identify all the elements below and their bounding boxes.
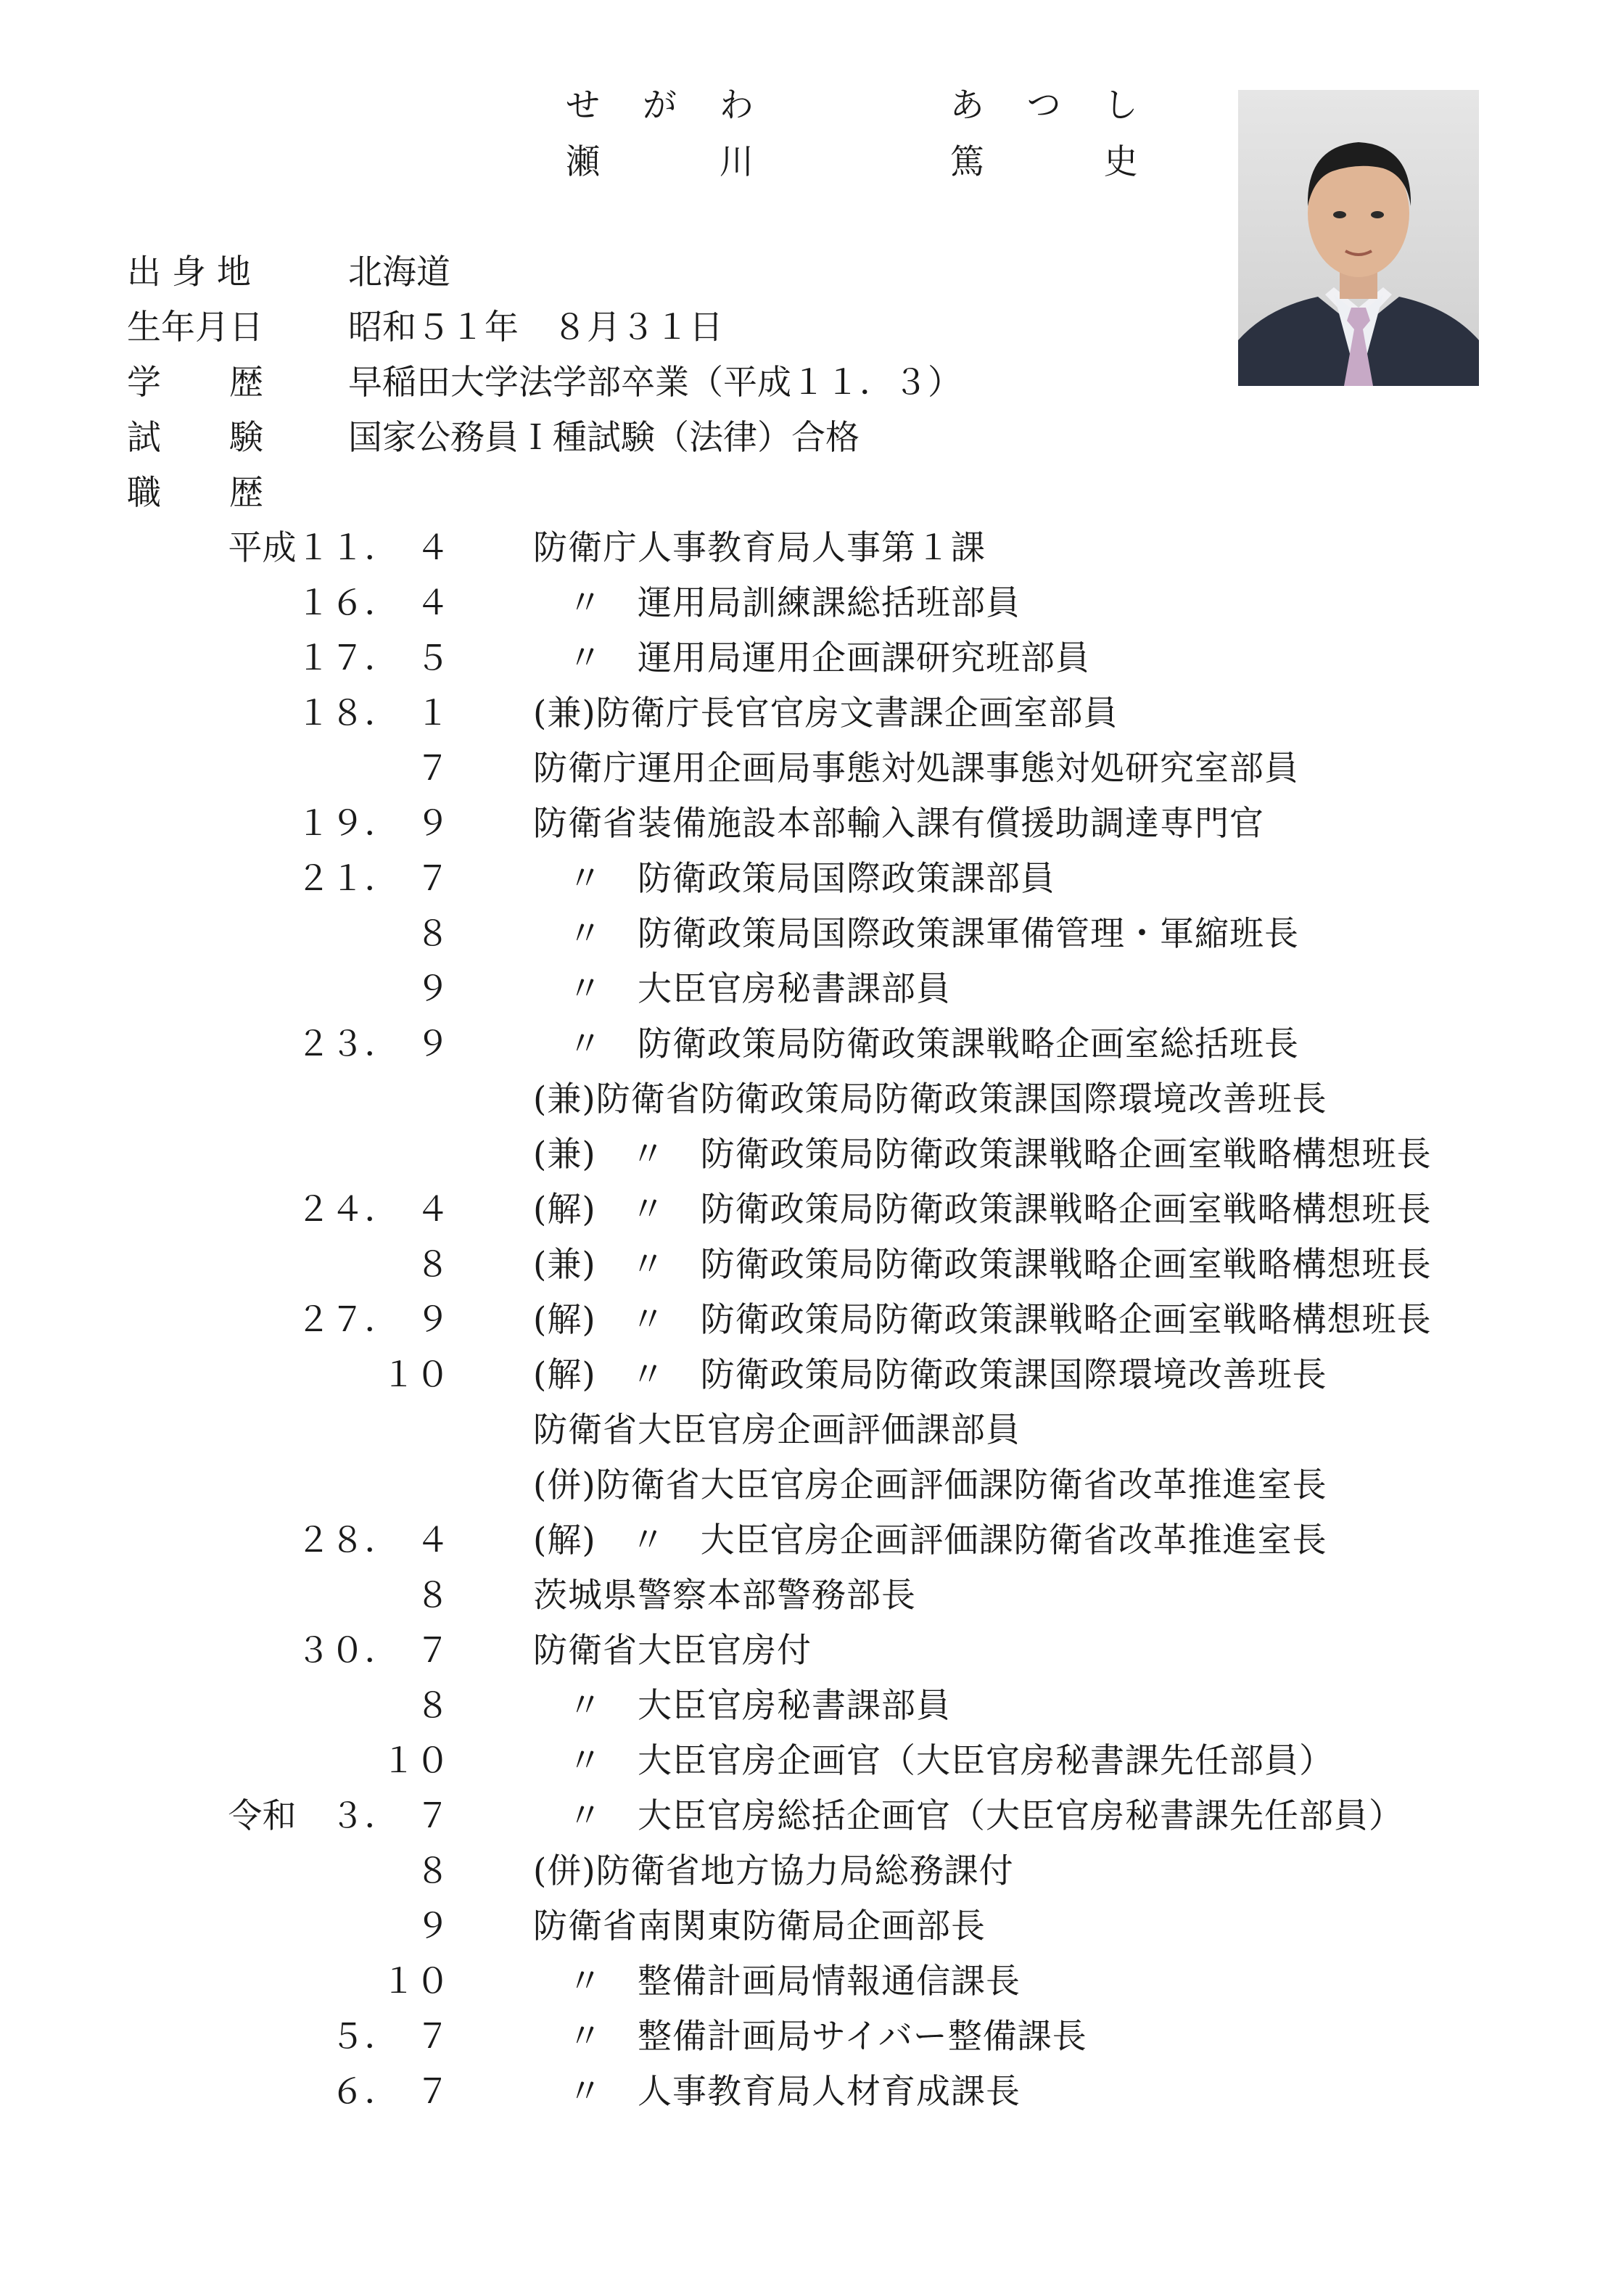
- career-entry: 〃 防衛政策局国際政策課軍備管理・軍縮班長: [533, 914, 1299, 954]
- profile-value-birthdate: 昭和５１年 ８月３１日: [348, 308, 723, 347]
- career-date: １０: [382, 1355, 450, 1395]
- career-date: ２１． ７: [296, 859, 450, 899]
- profile-label-education: 学 歴: [127, 363, 263, 403]
- profile-value-education: 早稲田大学法学部卒業（平成１１．３）: [348, 363, 962, 403]
- career-date: ８: [416, 1576, 450, 1616]
- career-entry: 防衛省大臣官房付: [533, 1631, 812, 1671]
- career-entry: 茨城県警察本部警務部長: [533, 1576, 916, 1616]
- career-entry: (兼)防衛庁長官官房文書課企画室部員: [533, 694, 1118, 733]
- career-entry: 防衛省装備施設本部輸入課有償援助調達専門官: [533, 804, 1264, 844]
- career-entry: 〃 人事教育局人材育成課長: [533, 2072, 1021, 2112]
- career-entry: (兼) 〃 防衛政策局防衛政策課戦略企画室戦略構想班長: [533, 1135, 1432, 1174]
- career-entry: 防衛省南関東防衛局企画部長: [533, 1906, 986, 1946]
- career-entry: (解) 〃 防衛政策局防衛政策課国際環境改善班長: [533, 1355, 1327, 1395]
- career-date: １８． １: [296, 694, 450, 733]
- career-entry: 〃 防衛政策局防衛政策課戦略企画室総括班長: [533, 1024, 1299, 1064]
- career-entry: 〃 大臣官房総括企画官（大臣官房秘書課先任部員）: [533, 1796, 1404, 1836]
- career-date: １６． ４: [296, 583, 450, 623]
- career-entry: 〃 整備計画局サイバー整備課長: [533, 2017, 1087, 2057]
- career-entry: 〃 大臣官房企画官（大臣官房秘書課先任部員）: [533, 1741, 1334, 1781]
- career-entry: 〃 運用局運用企画課研究班部員: [533, 638, 1090, 678]
- career-date: 令和 ３． ７: [228, 1796, 450, 1836]
- profile-value-birthplace: 北海道: [348, 252, 450, 292]
- portrait-photo: [1238, 90, 1479, 386]
- career-entry: (併)防衛省地方協力局総務課付: [533, 1851, 1014, 1891]
- career-date: ３０． ７: [296, 1631, 450, 1671]
- career-date: １７． ５: [296, 638, 450, 678]
- career-entry: (併)防衛省大臣官房企画評価課防衛省改革推進室長: [533, 1465, 1327, 1505]
- career-entry: 〃 大臣官房秘書課部員: [533, 1686, 951, 1726]
- career-date: ８: [416, 1851, 450, 1891]
- career-date: ２３． ９: [296, 1024, 450, 1064]
- career-date: ２７． ９: [296, 1300, 450, 1340]
- career-date: ２８． ４: [296, 1521, 450, 1560]
- career-entry: 〃 防衛政策局国際政策課部員: [533, 859, 1055, 899]
- career-date: ７: [416, 749, 450, 789]
- career-date: ９: [416, 969, 450, 1009]
- career-entry: 防衛庁人事教育局人事第１課: [533, 528, 986, 568]
- career-date: 平成１１． ４: [228, 528, 450, 568]
- profile-value-exam: 国家公務員Ｉ種試験（法律）合格: [348, 418, 860, 458]
- career-entry: (兼) 〃 防衛政策局防衛政策課戦略企画室戦略構想班長: [533, 1245, 1432, 1285]
- career-entry: 防衛省大臣官房企画評価課部員: [533, 1410, 1021, 1450]
- career-entry: (兼)防衛省防衛政策局防衛政策課国際環境改善班長: [533, 1079, 1327, 1119]
- career-entry: (解) 〃 防衛政策局防衛政策課戦略企画室戦略構想班長: [533, 1300, 1432, 1340]
- name-kanji: 瀬 川 篤 史: [566, 142, 1154, 182]
- profile-label-career: 職 歴: [127, 473, 263, 513]
- career-date: ２４． ４: [296, 1190, 450, 1230]
- career-date: ８: [416, 1686, 450, 1726]
- profile-label-exam: 試 験: [127, 418, 263, 458]
- career-date: ６． ７: [330, 2072, 450, 2112]
- profile-label-birthplace: 出 身 地: [127, 252, 251, 292]
- profile-label-birthdate: 生年月日: [127, 308, 263, 347]
- career-entry: (解) 〃 防衛政策局防衛政策課戦略企画室戦略構想班長: [533, 1190, 1432, 1230]
- career-date: ８: [416, 914, 450, 954]
- career-date: ９: [416, 1906, 450, 1946]
- career-entry: 〃 運用局訓練課総括班部員: [533, 583, 1021, 623]
- career-date: １０: [382, 1741, 450, 1781]
- career-entry: 〃 整備計画局情報通信課長: [533, 1962, 1021, 2001]
- career-entry: (解) 〃 大臣官房企画評価課防衛省改革推進室長: [533, 1521, 1327, 1560]
- career-date: １０: [382, 1962, 450, 2001]
- career-date: ８: [416, 1245, 450, 1285]
- name-kana: せ が わ あ つ し: [566, 86, 1154, 126]
- career-entry: 〃 大臣官房秘書課部員: [533, 969, 951, 1009]
- career-entry: 防衛庁運用企画局事態対処課事態対処研究室部員: [533, 749, 1299, 789]
- career-date: １９． ９: [296, 804, 450, 844]
- career-date: ５． ７: [330, 2017, 450, 2057]
